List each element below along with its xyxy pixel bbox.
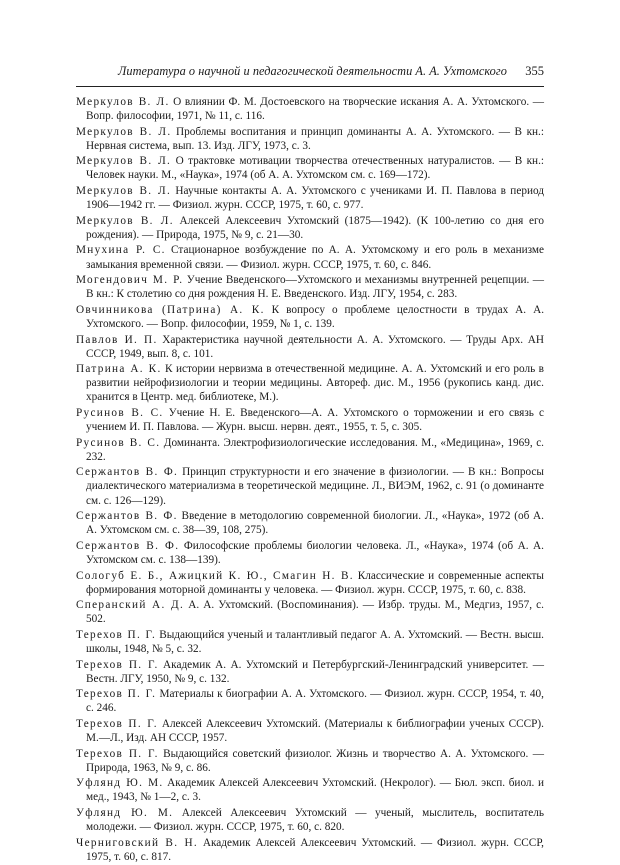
entry-text: Доминанта. Электрофизиологические исследования. М., «Медицина», 1969, с. 232. (86, 436, 544, 463)
entry-author: Меркулов В. Л. (76, 155, 172, 168)
entry-text: Учение Н. Е. Введенского—А. А. Ухтомского о торможении и его связь с учением И. П. Павлова. — Журн. высш. нервн. деят., 1955, т. 5, с. 305. (86, 406, 544, 434)
bibliography-entry (76, 658, 544, 686)
entry-author: Сперанский А. Д. (76, 599, 185, 612)
entry-text: Стационарное возбуждение по А. А. Ухтомскому и его роль в механизме замыкания временной связи. — Физиол. журн. СССР, 1975, т. 60, с. 846. (86, 244, 545, 271)
page-number: 355 (525, 64, 544, 78)
bibliography-entry (76, 628, 544, 656)
entry-text: А. А. Ухтомский. (Воспоминания). — Избр. труды. М., Медгиз, 1957, с. 502. (86, 599, 544, 626)
entry-text: О трактовке мотивации творчества отечественных натуралистов. — В кн.: Человек науки. М., «Наука», 1974 (об А. А. Ухтомском см. с. 169—172). (86, 155, 545, 182)
entry-author: Сержантов В. Ф. (76, 466, 179, 479)
entry-author: Терехов П. Г. (76, 688, 157, 701)
entry-author: Уфлянд Ю. М. (76, 807, 174, 819)
page-header (76, 62, 544, 82)
entry-author: Терехов П. Г. (76, 658, 159, 671)
entry-author: Могендович М. Р. (76, 274, 184, 287)
entry-text: Алексей Алексеевич Ухтомский (1875—1942). (К 100-летию со дня его рождения). — Природа, 1975, № 9, с. 21—30. (86, 214, 544, 241)
running-title: Литература о научной и педагогической деятельности А. А. Ухтомского (118, 64, 507, 78)
entry-text: К истории нервизма в отечественной медицине. А. А. Ухтомский и его роль в развитии нейрофизиологии и теории медицины. Автореф. дис. М., 1956 (рукопись канд. дис. хранится в Центр. мед. библиотеке, М.). (86, 363, 544, 404)
bibliography-entry (76, 95, 544, 123)
entry-author: Русинов В. С. (76, 406, 164, 419)
entry-author: Сержантов В. Ф. (76, 510, 178, 523)
entry-text: Материалы к биографии А. А. Ухтомского. — Физиол. журн. СССР, 1954, т. 40, с. 246. (86, 688, 544, 715)
bibliography-entry (76, 362, 544, 404)
entry-text: Классические и современные аспекты формирования моторной доминанты у человека. — Физиол. журн. СССР, 1975, т. 60, с. 838. (86, 569, 544, 596)
entry-text: Характеристика научной деятельности А. А. Ухтомского. — Труды Арх. АН СССР, 1949, вып. 8, с. 101. (86, 333, 544, 360)
entry-author: Черниговский В. Н. (76, 836, 199, 849)
bibliography-entry (76, 436, 544, 464)
entry-author: Терехов П. Г. (76, 628, 157, 641)
bibliography-entry (76, 687, 544, 715)
entry-text: Алексей Алексеевич Ухтомский. (Материалы к библиографии ученых СССР). М.—Л., Изд. АН СССР, 1957. (86, 717, 544, 745)
entry-author: Мнухина Р. С. (76, 244, 166, 257)
entry-text: Академик Алексей Алексеевич Ухтомский. — Физиол. журн. СССР, 1975, т. 60, с. 817. (86, 836, 544, 863)
entry-author: Русинов В. С. (76, 436, 161, 449)
bibliography-entry (76, 509, 544, 537)
bibliography-entry (76, 243, 544, 271)
bibliography-entry (76, 836, 544, 864)
entry-text: Проблемы воспитания и принцип доминанты А. А. Ухтомского. — В кн.: Нервная система, вып. 13. Изд. ЛГУ, 1973, с. 3. (86, 125, 544, 152)
entry-author: Меркулов В. Л. (76, 125, 172, 138)
entry-text: О влиянии Ф. М. Достоевского на творческие искания А. А. Ухтомского. — Вопр. философии, 1971, № 11, с. 116. (86, 96, 545, 123)
entry-author: Терехов П. Г. (76, 717, 158, 730)
bibliography-entry (76, 406, 544, 434)
bibliography-entry (76, 214, 544, 242)
bibliography-entry (76, 747, 544, 775)
entry-text: Академик А. А. Ухтомский и Петербургский-Ленинградский университет. — Вестн. ЛГУ, 1950, № 9, с. 132. (86, 658, 544, 685)
bibliography-entry (76, 539, 544, 567)
bibliography-entry (76, 125, 544, 153)
bibliography-entry (76, 717, 544, 745)
entry-text: Алексей Алексеевич Ухтомский — ученый, мыслитель, воспитатель молодежи. — Физиол. журн. СССР, 1975, т. 60, с. 820. (86, 807, 544, 834)
bibliography-entry (76, 333, 544, 361)
entry-author: Меркулов В. Л. (76, 185, 172, 198)
entry-author: Уфлянд Ю. М. (76, 777, 164, 790)
bibliography-entry (76, 569, 544, 597)
entry-author: Меркулов В. Л. (76, 96, 170, 108)
entry-author: Терехов П. Г. (76, 747, 159, 760)
entry-text: Академик Алексей Алексеевич Ухтомский. (Некролог). — Бюл. эксп. биол. и мед., 1943, № 1—2, с. 3. (86, 777, 544, 804)
entry-author: Сержантов В. Ф. (76, 539, 180, 552)
bibliography-entry (76, 184, 544, 212)
bibliography-entry (76, 806, 544, 834)
bibliography-list (76, 95, 544, 865)
entry-text: К вопросу о проблеме целостности в трудах А. А. Ухтомского. — Вопр. философии, 1959, № 1, с. 139. (86, 303, 545, 330)
bibliography-entry (76, 303, 544, 331)
entry-author: Меркулов В. Л. (76, 214, 174, 227)
entry-author: Павлов И. П. (76, 333, 158, 346)
entry-text: Учение Введенского—Ухтомского и механизмы внутренней рецепции. — В кн.: К столетию со дня рождения Н. Е. Введенского. Изд. ЛГУ, 1954, с. 283. (86, 274, 544, 301)
bibliography-entry (76, 154, 544, 182)
bibliography-entry (76, 598, 544, 626)
entry-author: Патрина А. К. (76, 363, 162, 376)
bibliography-entry (76, 465, 544, 507)
entry-text: Философские проблемы биологии человека. Л., «Наука», 1974 (об А. А. Ухтомском см. с. 138—139). (86, 539, 544, 566)
header-rule (76, 86, 544, 87)
entry-text: Выдающийся ученый и талантливый педагог А. А. Ухтомский. — Вестн. высш. школы, 1948, № 5, с. 32. (86, 628, 544, 655)
entry-text: Введение в методологию современной биологии. Л., «Наука», 1972 (об А. А. Ухтомском см. с. 38—39, 108, 275). (86, 510, 544, 537)
entry-author: Овчинникова (Патрина) А. К. (76, 303, 265, 316)
bibliography-entry (76, 273, 544, 301)
bibliography-entry (76, 776, 544, 804)
entry-text: Принцип структурности и его значение в физиологии. — В кн.: Вопросы диалектического материализма в теоретической медицине. Л., ВИЭМ, 1962, с. 91 (о доминанте см. с. 126—129). (86, 466, 544, 507)
entry-text: Выдающийся советский физиолог. Жизнь и творчество А. А. Ухтомского. — Природа, 1963, № 9, с. 86. (86, 747, 544, 774)
entry-text: Научные контакты А. А. Ухтомского с учениками И. П. Павлова в период 1906—1942 гг. — Физиол. журн. СССР, 1975, т. 60, с. 977. (86, 185, 544, 212)
entry-author: Сологуб Е. Б., Ажицкий К. Ю., Смагин Н. В. (76, 569, 354, 582)
